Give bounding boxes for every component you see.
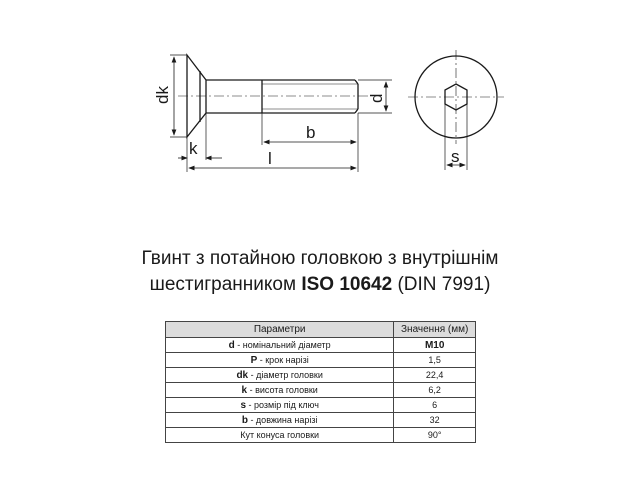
value-cell: 90° bbox=[394, 428, 476, 443]
param-description: Кут конуса головки bbox=[240, 430, 320, 440]
param-cell bbox=[166, 353, 394, 368]
param-description: - довжина нарізі bbox=[247, 414, 318, 425]
param-description: - розмір під ключ bbox=[246, 399, 319, 410]
param-symbol: P bbox=[250, 354, 258, 366]
product-title-line2: шестигранником ISO 10642 (DIN 7991) bbox=[149, 274, 491, 295]
table-row bbox=[166, 353, 476, 368]
table-header bbox=[166, 322, 476, 338]
param-symbol: s bbox=[240, 399, 246, 411]
value-cell: 22,4 bbox=[394, 368, 476, 383]
table-row bbox=[166, 413, 476, 428]
table-row bbox=[166, 338, 476, 353]
param-description: - висота головки bbox=[247, 384, 318, 395]
table-row bbox=[166, 428, 476, 443]
label-dk: dk bbox=[153, 86, 172, 104]
label-s: s bbox=[451, 147, 460, 166]
header-value: Значення (мм) bbox=[394, 322, 476, 338]
param-symbol: dk bbox=[236, 369, 249, 381]
param-cell bbox=[166, 368, 394, 383]
table-row bbox=[166, 368, 476, 383]
param-cell bbox=[166, 428, 394, 443]
param-description: - діаметр головки bbox=[248, 369, 323, 380]
param-description: - номінальний діаметр bbox=[234, 339, 331, 350]
label-l: l bbox=[268, 149, 272, 168]
param-description: - крок нарізі bbox=[257, 354, 309, 365]
param-symbol: b bbox=[241, 414, 248, 426]
label-k: k bbox=[189, 139, 198, 158]
param-symbol: k bbox=[241, 384, 248, 396]
param-cell bbox=[166, 413, 394, 428]
value-cell: 1,5 bbox=[394, 353, 476, 368]
header-param: Параметри bbox=[166, 322, 394, 338]
param-symbol: d bbox=[228, 339, 235, 351]
value-cell: 6,2 bbox=[394, 383, 476, 398]
param-cell bbox=[166, 383, 394, 398]
label-b: b bbox=[306, 123, 316, 142]
table-row bbox=[166, 383, 476, 398]
table-row bbox=[166, 398, 476, 413]
param-cell bbox=[166, 398, 394, 413]
value-cell: 32 bbox=[394, 413, 476, 428]
value-cell: 6 bbox=[394, 398, 476, 413]
value-cell: М10 bbox=[394, 338, 476, 353]
param-cell bbox=[166, 338, 394, 353]
product-title-line1: Гвинт з потайною головкою з внутрішнім bbox=[141, 248, 499, 269]
label-d: d bbox=[367, 93, 386, 103]
parameters-table bbox=[165, 321, 476, 443]
